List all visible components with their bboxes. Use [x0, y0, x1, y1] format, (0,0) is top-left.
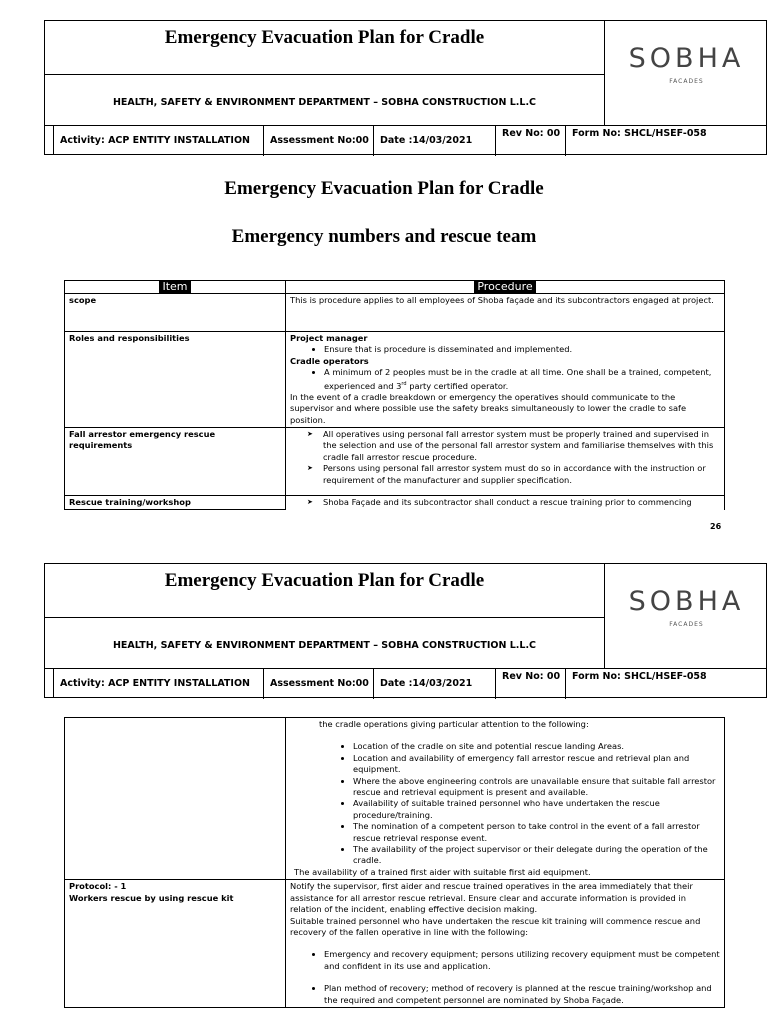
- paragraph: In the event of a cradle breakdown or emergency the operatives should communicate to the supervisor and where possible use the safety breaks simultaneously to lower the cradle to safe position.: [290, 391, 687, 425]
- list-item: • Location and availability of emergency fall arrestor rescue and retrieval plan and equipment.: [353, 753, 720, 776]
- list-item: • The availability of the project supervisor or their delegate during the operation of the cradle.: [353, 844, 720, 867]
- form-no-cell: Form No: SHCL/HSEF-058: [572, 128, 707, 139]
- list-item: • Ensure that is procedure is disseminated and implemented.: [324, 344, 720, 355]
- list-item: • Where the above engineering controls are unavailable ensure that suitable fall arrestor rescue and retrieval equipment is present and available.: [353, 776, 720, 799]
- rev-cell: Rev No: 00: [496, 126, 566, 156]
- procedure-table-continued: [64, 717, 725, 1008]
- table-header-row: [65, 281, 725, 294]
- sobha-logo: [605, 21, 768, 125]
- list-item: ➤ All operatives using personal fall arrestor system must be properly trained and supervised in the selection and use of the personal fall arrestor system and familiarise themselves with this cradle fall arrestor rescue procedure.: [323, 429, 720, 463]
- paragraph: Suitable trained personnel who have undertaken the rescue kit training will commence rescue and recovery of the fallen operative in line with the following:: [290, 915, 701, 937]
- row-content: [286, 332, 725, 428]
- paragraph: The availability of a trained first aider with suitable first aid equipment.: [294, 866, 591, 877]
- row-label: Fall arrestor emergency rescue requirements: [65, 428, 286, 496]
- page-subheading: Emergency numbers and rescue team: [231, 226, 537, 247]
- row-label: scope: [65, 294, 286, 332]
- protocol-subtitle: Workers rescue by using rescue kit: [69, 892, 234, 903]
- row-content: [286, 496, 725, 510]
- form-title: Emergency Evacuation Plan for Cradle: [45, 21, 605, 75]
- form-header-page-26: [44, 20, 767, 155]
- row-content: [286, 880, 725, 1008]
- row-content: [286, 428, 725, 496]
- table-row-roles: [65, 332, 725, 428]
- list-item: • Location of the cradle on site and potential rescue landing Areas.: [353, 741, 720, 752]
- list-item: • The nomination of a competent person to take control in the event of a fall arrestor rescue retrieval response event.: [353, 821, 720, 844]
- rev-cell: Rev No: 00: [496, 669, 566, 699]
- logo-text: SOBHA: [628, 586, 745, 617]
- logo-subtext: FACADES: [669, 621, 704, 628]
- list-item: • Availability of suitable trained personnel who have undertaken the rescue procedure/training.: [353, 798, 720, 821]
- paragraph: Notify the supervisor, first aider and rescue trained operatives in the area immediately that their assistance for all arrestor rescue retrieval. Ensure clear and accurate information is provided in relation of the incident, enabling effective decision making.: [290, 881, 693, 915]
- list-item: • Plan method of recovery; method of recovery is planned at the rescue training/workshop and the required and competent personnel are nominated by Shoba Façade.: [324, 983, 720, 1006]
- row-label: [65, 718, 286, 880]
- sobha-logo: [605, 564, 768, 668]
- activity-cell: Activity: ACP ENTITY INSTALLATION: [54, 669, 264, 699]
- column-header-procedure: Procedure: [286, 281, 725, 294]
- table-row-training-continued: [65, 718, 725, 880]
- table-row-fall-arrestor: [65, 428, 725, 496]
- column-header-item: Item: [65, 281, 286, 294]
- row-label: Roles and responsibilities: [65, 332, 286, 428]
- assessment-cell: Assessment No:00: [264, 126, 374, 156]
- row-content: [286, 718, 725, 880]
- list-item: • A minimum of 2 peoples must be in the cradle at all time. One shall be a trained, competent, experienced and 3rd party certified operator.: [324, 367, 720, 392]
- assessment-cell: Assessment No:00: [264, 669, 374, 699]
- table-row-scope: [65, 294, 725, 332]
- form-no-cell: Form No: SHCL/HSEF-058: [572, 671, 707, 682]
- date-cell: Date :14/03/2021: [374, 126, 496, 156]
- subheading: Project manager: [290, 333, 368, 343]
- paragraph: the cradle operations giving particular attention to the following:: [319, 719, 589, 729]
- page-number: 26: [710, 522, 722, 531]
- form-meta-row: [45, 125, 766, 156]
- activity-cell: Activity: ACP ENTITY INSTALLATION: [54, 126, 264, 156]
- procedure-table: [64, 280, 725, 510]
- table-row-training: [65, 496, 725, 510]
- page-heading: Emergency Evacuation Plan for Cradle: [224, 178, 544, 199]
- list-item: • Emergency and recovery equipment; persons utilizing recovery equipment must be competent and confident in its use and application.: [324, 949, 720, 972]
- row-label: Rescue training/workshop: [65, 496, 286, 510]
- form-title: Emergency Evacuation Plan for Cradle: [45, 564, 605, 618]
- department-line: HEALTH, SAFETY & ENVIRONMENT DEPARTMENT – SOBHA CONSTRUCTION L.L.C: [45, 75, 605, 125]
- list-item: ➤ Persons using personal fall arrestor system must do so in accordance with the instruction or requirement of the manufacturer and supplier specification.: [323, 463, 720, 486]
- subheading: Cradle operators: [290, 355, 369, 366]
- table-row-protocol-1: [65, 880, 725, 1008]
- row-label: [65, 880, 286, 1008]
- form-meta-row: [45, 668, 766, 699]
- department-line: HEALTH, SAFETY & ENVIRONMENT DEPARTMENT – SOBHA CONSTRUCTION L.L.C: [45, 618, 605, 668]
- form-header-page-27: [44, 563, 767, 698]
- row-text: This is procedure applies to all employees of Shoba façade and its subcontractors engaged at project.: [286, 294, 725, 332]
- logo-subtext: FACADES: [669, 78, 704, 85]
- list-item: ➤ Shoba Façade and its subcontractor shall conduct a rescue training prior to commencing: [323, 497, 720, 508]
- protocol-title: Protocol: - 1: [69, 881, 127, 892]
- date-cell: Date :14/03/2021: [374, 669, 496, 699]
- logo-text: SOBHA: [628, 43, 745, 74]
